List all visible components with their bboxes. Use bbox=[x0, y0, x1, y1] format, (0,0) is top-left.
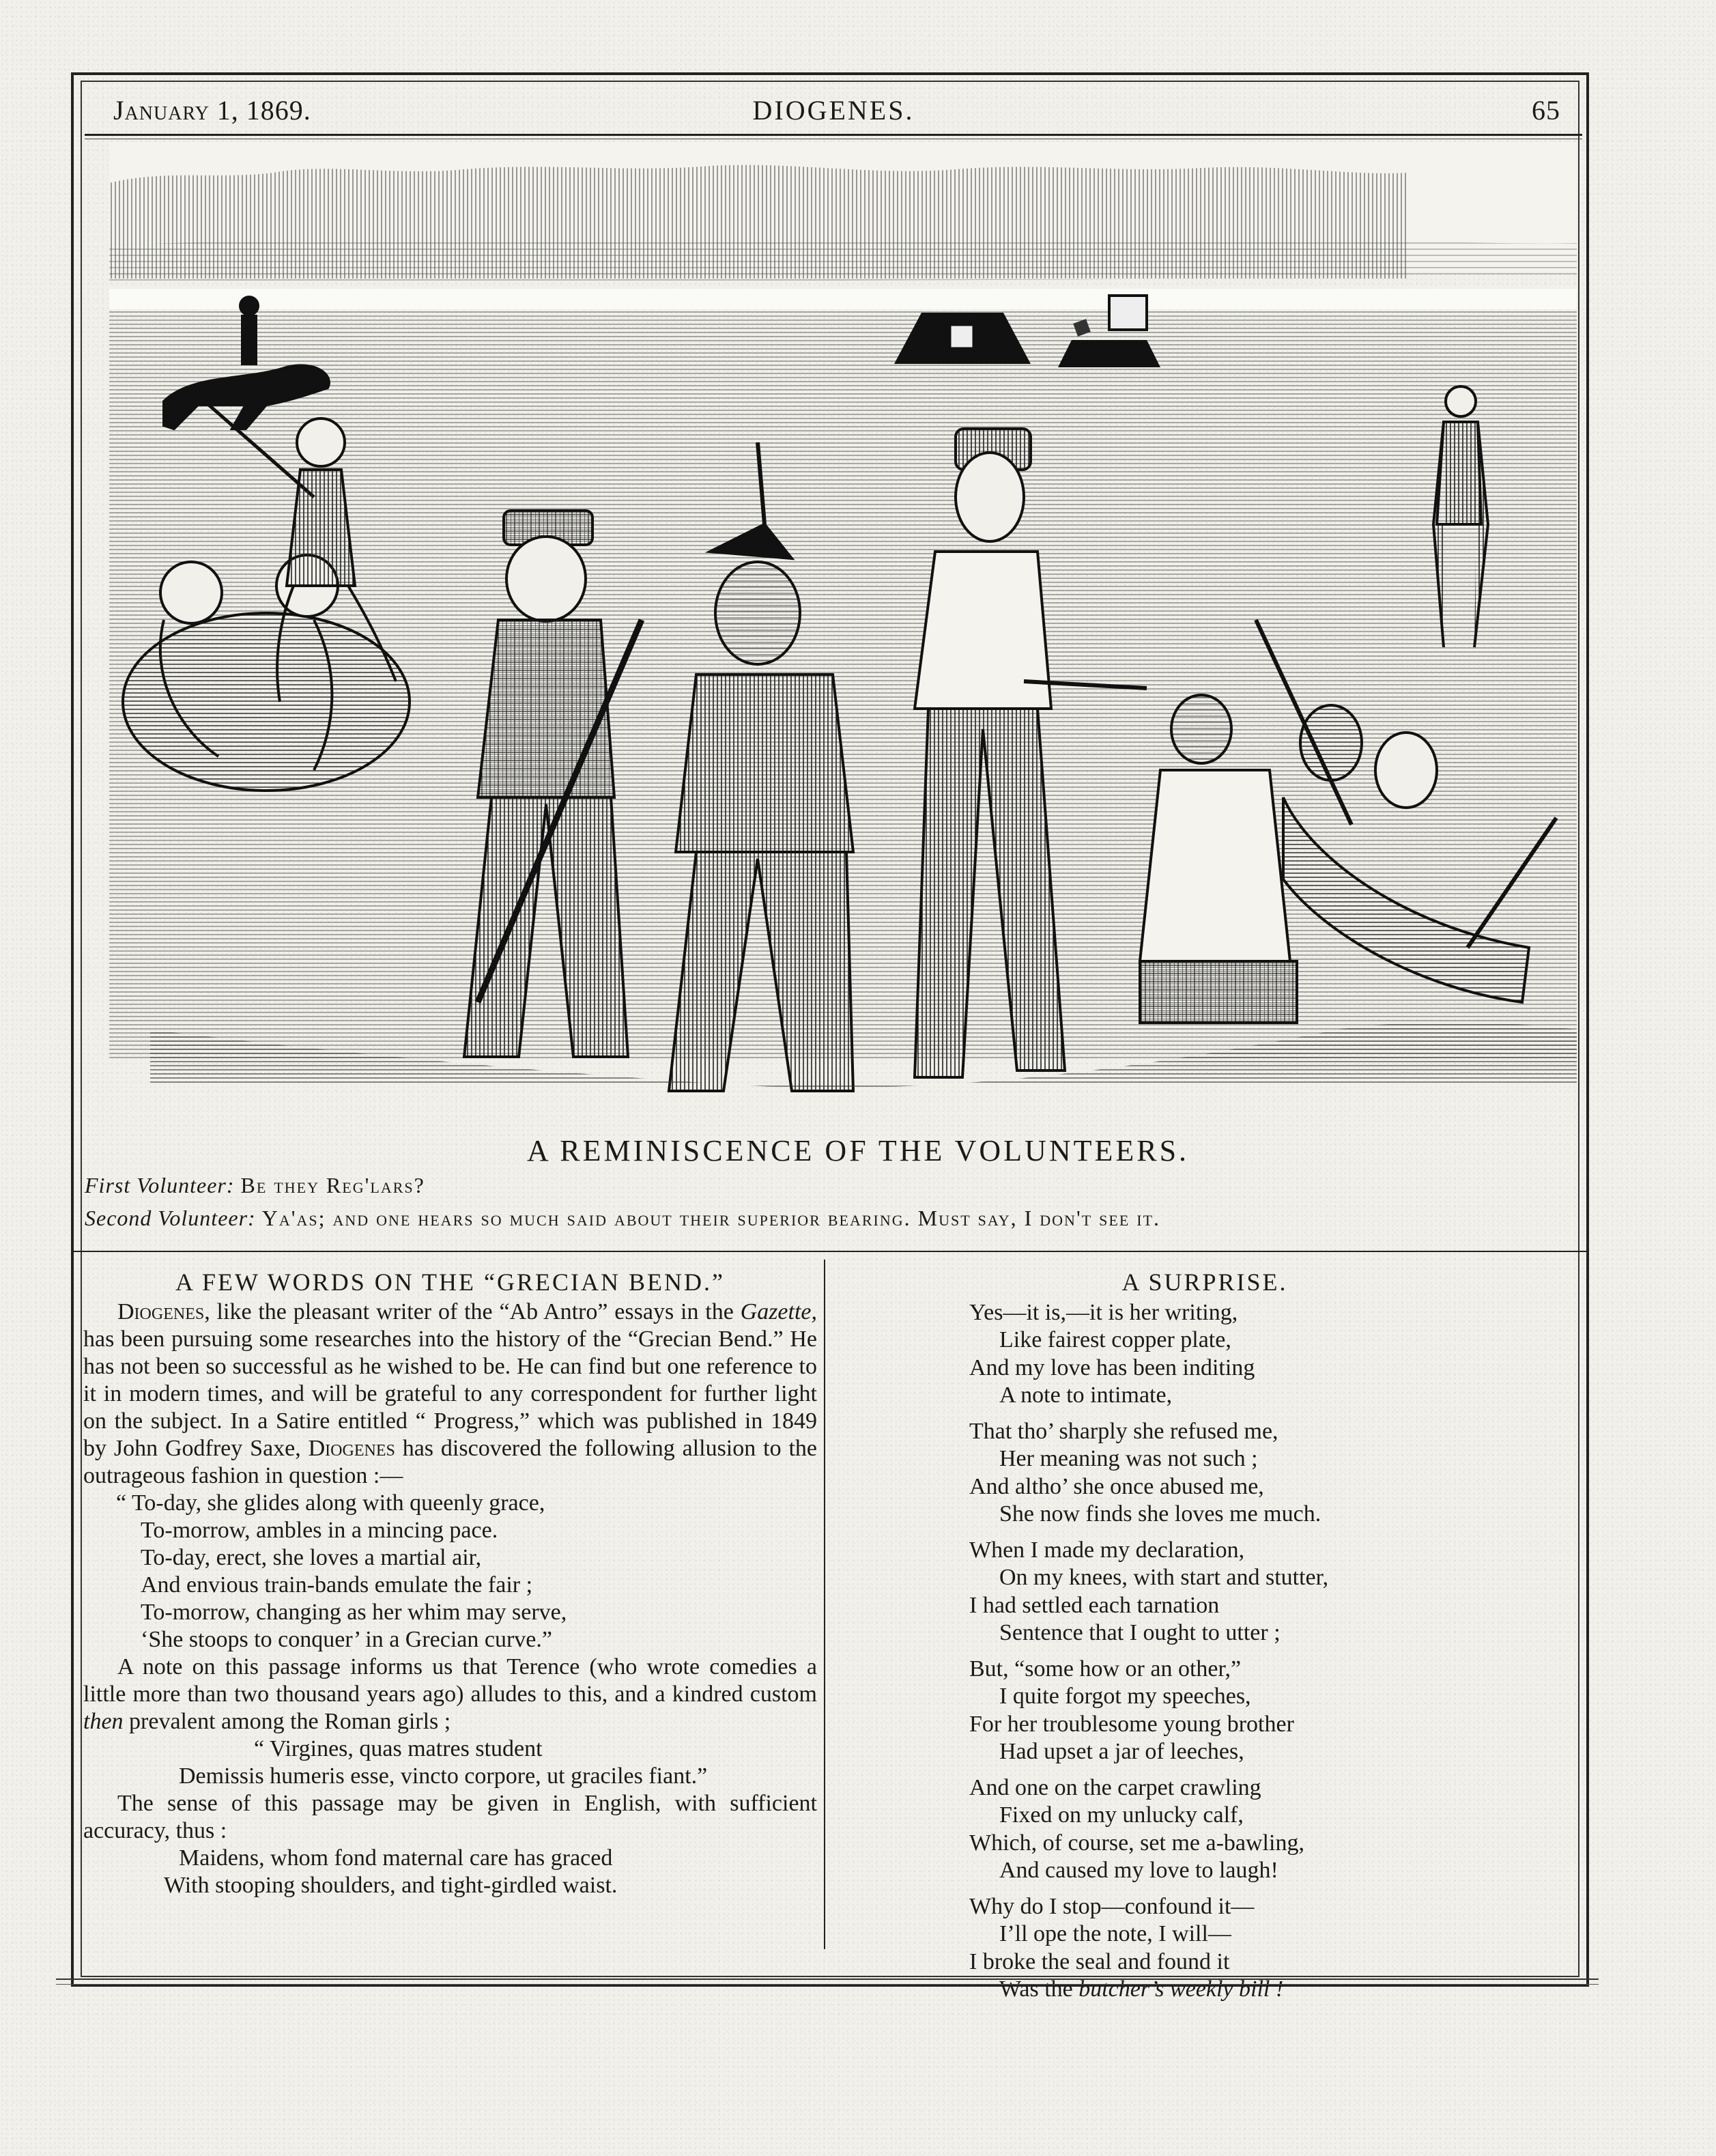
article-paragraph-1: Diogenes, like the pleasant writer of the “Ab Antro” essays in the Gazette, has been pursuing some researches into the history of the “Grecian Bend.” He has not been so successful as he wished to be. He can find but one reference to it in modern times, and will be grateful to any correspondent for further light on the subject. In a Satire entitled “ Progress,” which was published in 1849 by John Godfrey Saxe, Diogenes has discovered the following allusion to the outrageous fashion in question :— bbox=[83, 1299, 817, 1488]
section-rule bbox=[74, 1251, 1588, 1252]
header-rule bbox=[85, 134, 1582, 139]
masthead-title: DIOGENES. bbox=[752, 95, 915, 126]
issue-date: January 1, 1869. bbox=[113, 95, 311, 126]
first-volunteer-line bbox=[85, 1173, 1586, 1198]
first-speaker-text: Be they Reg'lars? bbox=[240, 1173, 425, 1197]
page-number: 65 bbox=[1532, 95, 1560, 126]
quoted-verse: “ To-day, she glides along with queenly grace, To-morrow, ambles in a mincing pace. To-day, erect, she loves a martial air, And envious train-bands emulate the fair ; To-morrow, changing as her whim may serve, ‘She stoops to conquer’ in a Grecian curve.” bbox=[116, 1490, 567, 1652]
bottom-rule bbox=[56, 1978, 1599, 1980]
column-divider bbox=[824, 1260, 825, 1949]
poem-body: Yes—it is,—it is her writing, Like fairest copper plate, And my love has been inditing A note to intimate, That tho’ sharply she refused me, Her meaning was not such ; And altho’ she once abused me, She now finds she loves me much. When I made my declaration, On my knees, with start and stutter, I had settled each tarnation Sentence that I ought to utter ; But, “some how or an other,” I quite forgot my speeches, For her troublesome young brother Had upset a jar of leeches, And one on the carpet crawling Fixed on my unlucky calf, Which, of course, set me a-bawling, And caused my love to laugh! Why do I stop—confound it— I’ll ope the note, I will— I broke the seal and found it Was the butcher’s weekly bill ! bbox=[969, 1299, 1447, 2004]
second-speaker-label: Second Volunteer: bbox=[85, 1206, 256, 1230]
cartoon-title: A REMINISCENCE OF THE VOLUNTEERS. bbox=[526, 1134, 1190, 1167]
bottom-rule-double bbox=[56, 1984, 1599, 1985]
latin-quote: “ Virgines, quas matres student Demissis humeris esse, vincto corpore, ut graciles fiant.” bbox=[179, 1736, 708, 1789]
poem-heading: A SURPRISE. bbox=[1121, 1268, 1288, 1296]
translation-verse: Maidens, whom fond maternal care has graced With stooping shoulders, and tight-girdled waist. bbox=[164, 1845, 618, 1898]
cartoon-illustration bbox=[109, 142, 1577, 1129]
article-paragraph-3: The sense of this passage may be given in English, with sufficient accuracy, thus : bbox=[83, 1791, 817, 1843]
article-grecian-bend bbox=[83, 1268, 817, 1899]
poem-last-line: Was the butcher’s weekly bill ! bbox=[999, 1976, 1284, 2002]
article-paragraph-2: A note on this passage informs us that Terence (who wrote comedies a little more than two thousand years ago) alludes to this, and a kindred custom then prevalent among the Roman girls ; bbox=[83, 1654, 817, 1734]
poem-a-surprise bbox=[969, 1268, 1447, 2004]
article-heading: A FEW WORDS ON THE “GRECIAN BEND.” bbox=[175, 1268, 725, 1296]
page-header bbox=[86, 86, 1581, 134]
second-volunteer-line bbox=[85, 1206, 1586, 1231]
second-speaker-text: Ya'as; and one hears so much said about their superior bearing. Must say, I don't see it. bbox=[261, 1206, 1161, 1230]
first-speaker-label: First Volunteer: bbox=[85, 1173, 235, 1197]
